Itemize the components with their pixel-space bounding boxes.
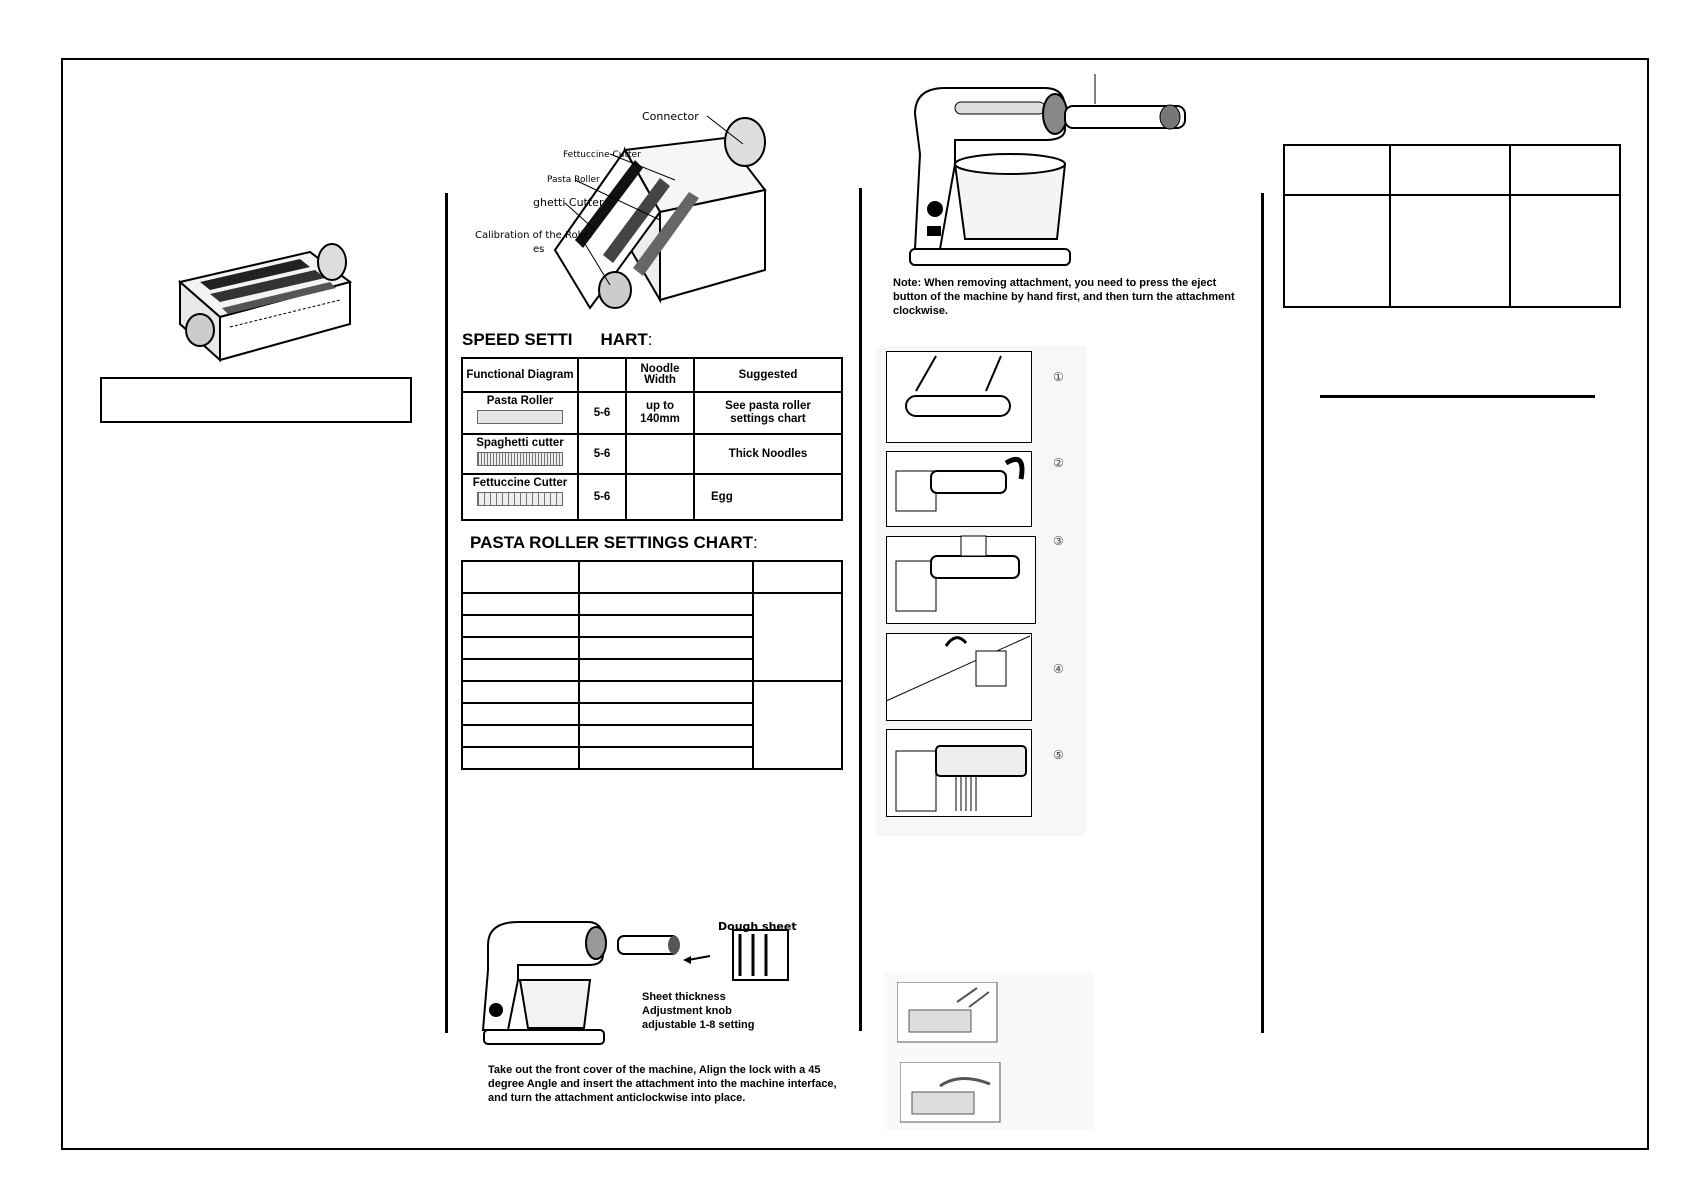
calibration-label: Calibration of the Roller xyxy=(475,230,594,241)
header-speed xyxy=(578,358,626,392)
table-row xyxy=(462,434,842,474)
table-row xyxy=(462,392,842,434)
step-number-1: ① xyxy=(1053,370,1064,384)
roller-chart-title: PASTA ROLLER SETTINGS CHART: xyxy=(470,533,758,552)
speed-settings-table xyxy=(461,357,843,521)
row-speed: 5-6 xyxy=(578,392,626,434)
header-noodle-width: Noodle Width xyxy=(626,358,694,392)
table-row xyxy=(462,474,842,520)
attachment-diagram xyxy=(475,100,775,330)
row-suggested: Thick Noodles xyxy=(694,434,842,474)
row-width xyxy=(626,474,694,520)
row-suggested: See pasta roller settings chart xyxy=(694,392,842,434)
dough-sheet-label: Dough sheet xyxy=(718,920,797,933)
machine-with-attachment-image xyxy=(895,74,1225,274)
spaghetti-cutter-label: ghetti Cutter xyxy=(533,196,604,209)
spaghetti-thumbnail xyxy=(477,452,563,466)
column-divider xyxy=(859,188,862,1031)
header-suggested: Suggested xyxy=(694,358,842,392)
row-name: Fettuccine Cutter xyxy=(472,477,568,489)
step-number-2: ② xyxy=(1053,456,1064,470)
header-functional-diagram: Functional Diagram xyxy=(462,358,578,392)
empty-grid-table xyxy=(1283,144,1621,308)
cleaning-image-1 xyxy=(897,982,999,1044)
column-divider xyxy=(445,193,448,1033)
fettuccine-thumbnail xyxy=(477,492,563,506)
empty-label-box xyxy=(100,377,412,423)
removal-note: Note: When removing attachment, you need to press the eject button of the machine by hand first, and then turn the attachment clockwise. xyxy=(893,277,1235,317)
roller-settings-table xyxy=(461,560,843,770)
pasta-attachment-image xyxy=(160,212,370,370)
fettuccine-cutter-label: Fettuccine Cutter xyxy=(563,150,641,160)
step-drawings xyxy=(886,351,1036,821)
connector-label: Connector xyxy=(642,110,699,123)
knob-label: Sheet thickness Adjustment knob adjustable 1-8 setting xyxy=(642,991,755,1031)
step-number-3: ③ xyxy=(1053,534,1064,548)
cleaning-image-2 xyxy=(900,1062,1002,1124)
horizontal-rule xyxy=(1320,395,1595,398)
pasta-roller-label: Pasta Roller xyxy=(547,175,600,185)
column-divider xyxy=(1261,193,1264,1033)
roller-thumbnail xyxy=(477,410,563,424)
row-suggested: Egg xyxy=(694,474,842,520)
calibration-suffix: es xyxy=(533,244,545,255)
row-speed: 5-6 xyxy=(578,434,626,474)
speed-chart-title: SPEED SETTI HART: xyxy=(462,330,653,349)
row-speed: 5-6 xyxy=(578,474,626,520)
installation-caption: Take out the front cover of the machine, Align the lock with a 45 degree Angle and insert the attachment into the machine interface, and turn the attachment anticlockwise into place. xyxy=(488,1064,837,1104)
step-number-5: ⑤ xyxy=(1053,748,1064,762)
row-name: Spaghetti cutter xyxy=(476,437,564,449)
row-name: Pasta Roller xyxy=(486,395,554,407)
installation-illustration xyxy=(478,910,808,1060)
row-width xyxy=(626,434,694,474)
row-width: up to 140mm xyxy=(626,392,694,434)
step-number-4: ④ xyxy=(1053,662,1064,676)
